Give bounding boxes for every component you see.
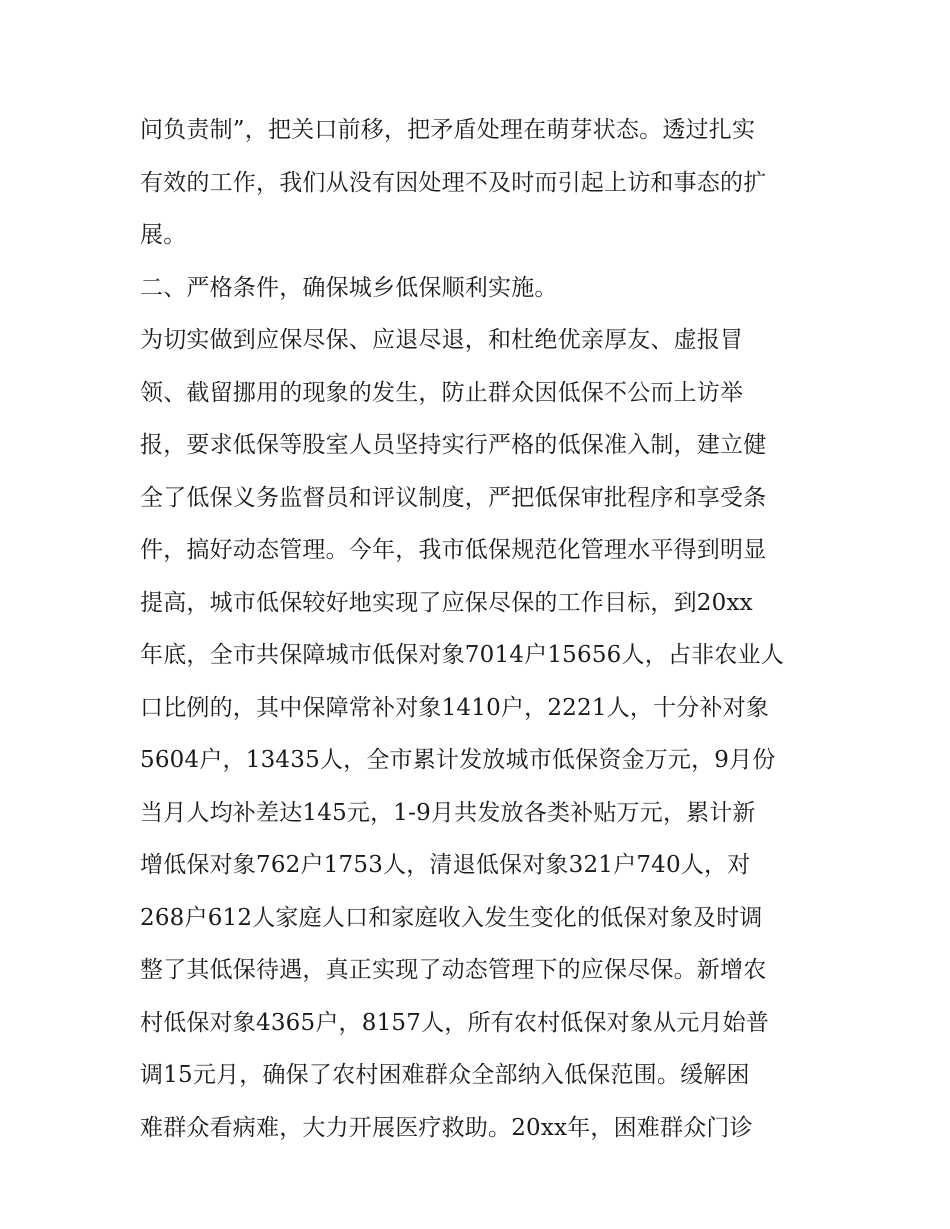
text-line: 年底，全市共保障城市低保对象7014户15656人，占非农业人 [140,642,784,668]
text-line: 口比例的，其中保障常补对象1410户，2221人，十分补对象 [140,694,770,721]
text-line: 件，搞好动态管理。今年，我市低保规范化管理水平得到明显 [140,537,767,563]
text-line: 提高，城市低保较好地实现了应保尽保的工作目标，到20xx [140,589,753,616]
text-line: 报，要求低保等股室人员坚持实行严格的低保准入制，建立健 [140,432,767,458]
text-line: 5604户，13435人，全市累计发放城市低保资金万元，9月份 [140,747,776,773]
text-line: 整了其低保待遇，真正实现了动态管理下的应保尽保。新增农 [140,957,767,983]
document-body [140,104,820,1154]
text-line: 领、截留挪用的现象的发生，防止群众因低保不公而上访举 [140,379,744,406]
text-line: 全了低保义务监督员和评议制度，严把低保审批程序和享受条 [140,484,767,511]
text-line: 调15元月，确保了农村困难群众全部纳入低保范围。缓解困 [140,1062,750,1088]
text-line: 有效的工作，我们从没有因处理不及时而引起上访和事态的扩 [140,169,767,196]
text-line: 村低保对象4365户，8157人，所有农村低保对象从元月始普 [140,1009,770,1036]
text-line: 增低保对象762户1753人，清退低保对象321户740人，对 [140,852,751,878]
text-line: 展。 [140,222,187,248]
text-line: 268户612人家庭人口和家庭收入发生变化的低保对象及时调 [140,904,763,931]
text-line: 问负责制”，把关口前移，把矛盾处理在萌芽状态。透过扎实 [140,117,756,143]
text-line: 为切实做到应保尽保、应退尽退，和杜绝优亲厚友、虚报冒 [140,327,744,353]
section-heading: 二、严格条件，确保城乡低保顺利实施。 [140,274,558,301]
text-line: 难群众看病难，大力开展医疗救助。20xx年，困难群众门诊 [140,1114,753,1141]
text-line: 当月人均补差达145元，1-9月共发放各类补贴万元，累计新 [140,799,756,826]
